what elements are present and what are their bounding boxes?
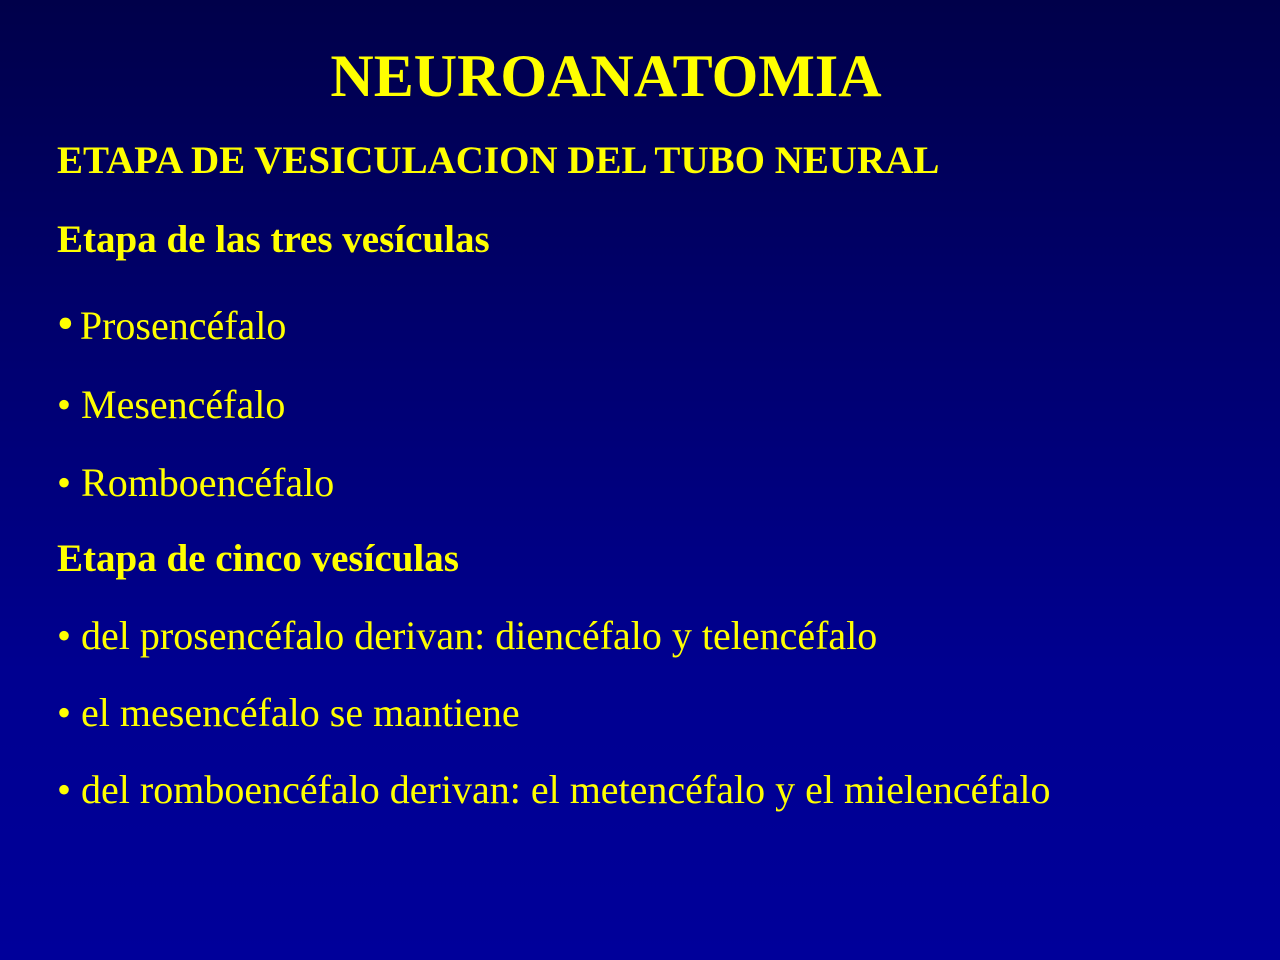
bullet-icon: • bbox=[57, 613, 72, 658]
bullet-icon: • bbox=[57, 690, 72, 735]
list-item-romboencefalo-derivatives bbox=[57, 766, 1051, 814]
list-item-text: Prosencéfalo bbox=[79, 303, 287, 348]
section-heading-five-vesicles: Etapa de cinco vesículas bbox=[57, 537, 459, 580]
bullet-icon: • bbox=[57, 460, 72, 505]
bullet-icon: • bbox=[57, 382, 72, 427]
list-item-prosencefalo bbox=[57, 297, 287, 350]
section-heading-three-vesicles: Etapa de las tres vesículas bbox=[57, 218, 490, 261]
subtitle-heading: ETAPA DE VESICULACION DEL TUBO NEURAL bbox=[57, 139, 940, 182]
bullet-icon: • bbox=[57, 297, 74, 350]
list-item-prosencefalo-derivatives bbox=[57, 612, 877, 660]
list-item-mesencefalo bbox=[57, 381, 285, 429]
list-item-text: Romboencéfalo bbox=[81, 460, 335, 505]
list-item-romboencefalo bbox=[57, 459, 334, 507]
list-item-text: del prosencéfalo derivan: diencéfalo y telencéfalo bbox=[81, 613, 878, 658]
bullet-icon: • bbox=[57, 767, 72, 812]
list-item-text: del romboencéfalo derivan: el metencéfalo y el mielencéfalo bbox=[81, 767, 1051, 812]
list-item-text: Mesencéfalo bbox=[81, 382, 286, 427]
list-item-mesencefalo-maintained bbox=[57, 689, 520, 737]
slide-title: NEUROANATOMIA bbox=[330, 43, 882, 109]
list-item-text: el mesencéfalo se mantiene bbox=[81, 690, 520, 735]
